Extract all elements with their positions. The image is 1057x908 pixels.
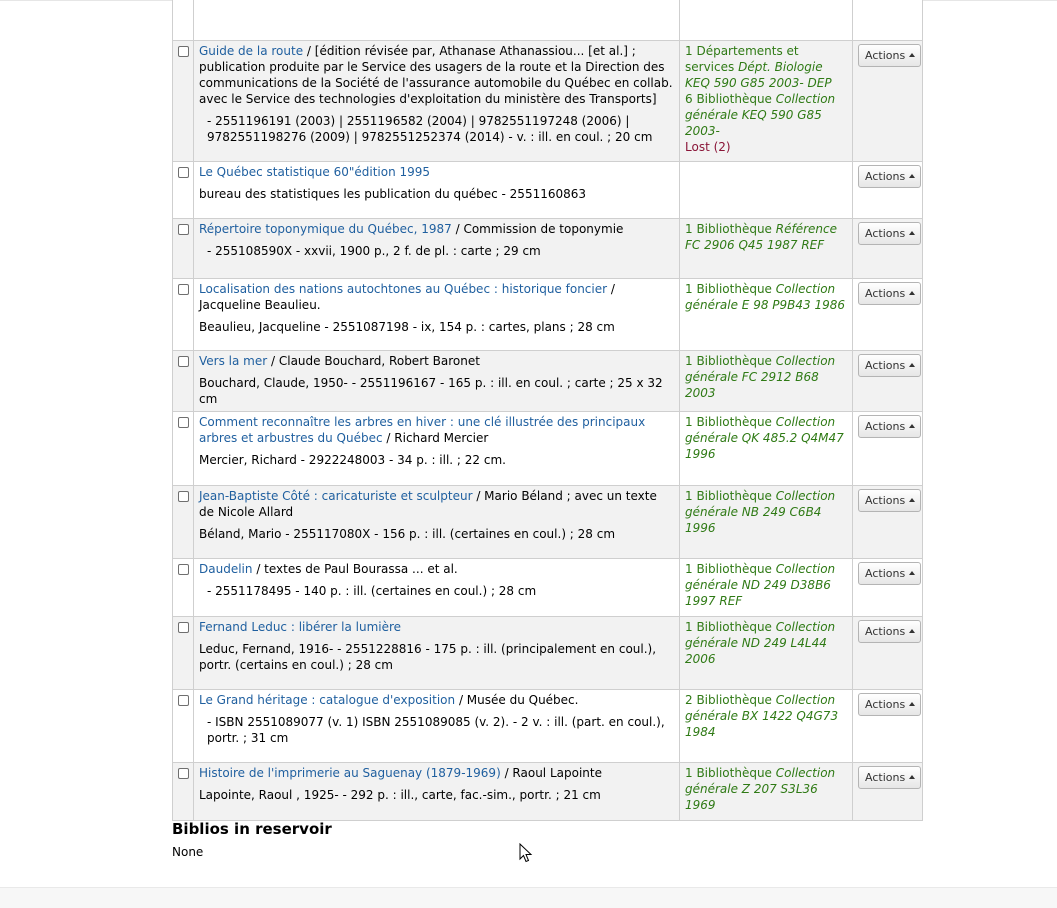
biblio-cell	[194, 41, 680, 162]
availability-count: 1 Bibliothèque	[685, 766, 772, 780]
availability-location: Collection générale ND 249 D38B6 1997 REF	[685, 562, 836, 608]
responsibility-text: / [édition révisée par, Athanase Athanassiou... [et al.] ; publication produite par le Service des usagers de la route et la Direction des communications de la Société de l'assurance automobile du Québec en collab. avec le Service des technologies d'exploitation du ministère des Transports]	[199, 44, 673, 106]
actions-cell	[853, 763, 923, 821]
actions-cell	[853, 486, 923, 559]
actions-label: Actions	[865, 420, 906, 433]
title-line	[199, 353, 674, 369]
details-text: Bouchard, Claude, 1950- - 2551196167 - 165 p. : ill. en coul. ; carte ; 25 x 32 cm	[199, 376, 663, 406]
reservoir-body: None	[172, 845, 204, 859]
actions-cell	[853, 162, 923, 219]
title-line	[199, 692, 674, 708]
select-checkbox[interactable]	[178, 564, 189, 575]
availability-location: Collection générale FC 2912 B68 2003	[685, 354, 836, 400]
availability-item	[685, 488, 847, 536]
actions-label: Actions	[865, 49, 906, 62]
page-footer	[0, 887, 1057, 908]
table-row	[173, 690, 923, 763]
details-text: - ISBN 2551089077 (v. 1) ISBN 2551089085 (v. 2). - 2 v. : ill. (part. en coul.), portr. ; 31 cm	[207, 715, 665, 745]
biblio-cell	[194, 559, 680, 617]
table-row	[173, 162, 923, 219]
actions-button[interactable]	[858, 562, 921, 585]
title-line	[199, 221, 674, 237]
actions-button[interactable]	[858, 222, 921, 245]
select-checkbox[interactable]	[178, 417, 189, 428]
actions-cell	[853, 351, 923, 412]
availability-cell	[680, 351, 853, 412]
select-checkbox[interactable]	[178, 284, 189, 295]
title-link[interactable]: Répertoire toponymique du Québec, 1987	[199, 222, 452, 236]
availability-cell	[680, 559, 853, 617]
availability-item	[685, 561, 847, 609]
responsibility-text: / Commission de toponymie	[455, 222, 624, 236]
availability-location: Collection générale QK 485.2 Q4M47 1996	[685, 415, 844, 461]
details-text: Mercier, Richard - 2922248003 - 34 p. : ill. ; 22 cm.	[199, 453, 506, 467]
actions-label: Actions	[865, 698, 906, 711]
biblio-cell	[194, 486, 680, 559]
title-line	[199, 43, 674, 107]
actions-label: Actions	[865, 227, 906, 240]
select-cell	[173, 162, 194, 219]
responsibility-text: / Jacqueline Beaulieu.	[199, 282, 615, 312]
actions-label: Actions	[865, 287, 906, 300]
availability-count: 1 Bibliothèque	[685, 489, 772, 503]
title-link[interactable]: Localisation des nations autochtones au Québec : historique foncier	[199, 282, 608, 296]
actions-button[interactable]	[858, 693, 921, 716]
biblio-cell	[194, 162, 680, 219]
availability-count: 6 Bibliothèque	[685, 92, 772, 106]
availability-count: 1 Bibliothèque	[685, 562, 772, 576]
biblio-cell	[194, 412, 680, 486]
availability-cell	[680, 279, 853, 351]
actions-cell	[853, 0, 923, 41]
select-checkbox[interactable]	[178, 695, 189, 706]
actions-cell	[853, 412, 923, 486]
caret-up-icon	[909, 174, 915, 178]
select-cell	[173, 763, 194, 821]
availability-item	[685, 281, 847, 313]
caret-up-icon	[909, 231, 915, 235]
biblio-cell	[194, 219, 680, 279]
availability-item	[685, 221, 847, 253]
title-line	[199, 765, 674, 781]
biblio-cell	[194, 279, 680, 351]
actions-cell	[853, 690, 923, 763]
details-text: - 255108590X - xxvii, 1900 p., 2 f. de pl. : carte ; 29 cm	[207, 244, 541, 258]
lost-status: Lost (2)	[685, 140, 731, 154]
availability-count: 1 Bibliothèque	[685, 415, 772, 429]
availability-count: 1 Bibliothèque	[685, 354, 772, 368]
actions-label: Actions	[865, 567, 906, 580]
results-table	[172, 0, 923, 821]
availability-cell	[680, 412, 853, 486]
availability-count: 1 Départements et services	[685, 44, 799, 74]
actions-button[interactable]	[858, 44, 921, 67]
title-line	[199, 619, 674, 635]
title-link[interactable]: Fernand Leduc : libérer la lumière	[199, 620, 402, 634]
availability-item	[685, 692, 847, 740]
caret-up-icon	[909, 702, 915, 706]
responsibility-text: / Richard Mercier	[386, 431, 489, 445]
actions-cell	[853, 41, 923, 162]
select-cell	[173, 279, 194, 351]
availability-cell	[680, 486, 853, 559]
title-line	[199, 164, 674, 180]
availability-location: Dépt. Biologie KEQ 590 G85 2003- DEP	[685, 60, 832, 90]
availability-count: 1 Bibliothèque	[685, 222, 772, 236]
responsibility-text: / Raoul Lapointe	[504, 766, 602, 780]
availability-location: Collection générale NB 249 C6B4 1996	[685, 489, 836, 535]
biblio-cell	[194, 617, 680, 690]
caret-up-icon	[909, 53, 915, 57]
availability-item	[685, 619, 847, 667]
actions-button[interactable]	[858, 354, 921, 377]
actions-label: Actions	[865, 494, 906, 507]
availability-item	[685, 765, 847, 813]
availability-item	[685, 43, 847, 91]
actions-button[interactable]	[858, 165, 921, 188]
actions-label: Actions	[865, 625, 906, 638]
select-checkbox[interactable]	[178, 167, 189, 178]
caret-up-icon	[909, 775, 915, 779]
actions-label: Actions	[865, 170, 906, 183]
table-row	[173, 279, 923, 351]
details-text: Leduc, Fernand, 1916- - 2551228816 - 175 p. : ill. (principalement en coul.), portr. (certains en coul.) ; 28 cm	[199, 642, 657, 672]
details-text: bureau des statistiques les publication du québec - 2551160863	[199, 187, 587, 201]
biblio-cell	[194, 0, 680, 41]
responsibility-text: / Claude Bouchard, Robert Baronet	[271, 354, 480, 368]
select-cell	[173, 41, 194, 162]
actions-button[interactable]	[858, 282, 921, 305]
table-row	[173, 0, 923, 41]
details-text: - 2551178495 - 140 p. : ill. (certaines en coul.) ; 28 cm	[207, 584, 537, 598]
actions-label: Actions	[865, 359, 906, 372]
caret-up-icon	[909, 291, 915, 295]
select-cell	[173, 617, 194, 690]
mouse-cursor-icon	[519, 843, 533, 863]
title-link[interactable]: Guide de la route	[199, 44, 304, 58]
select-cell	[173, 412, 194, 486]
select-checkbox[interactable]	[178, 224, 189, 235]
actions-button[interactable]	[858, 489, 921, 512]
availability-item	[685, 414, 847, 462]
actions-button[interactable]	[858, 415, 921, 438]
biblio-cell	[194, 763, 680, 821]
actions-cell	[853, 279, 923, 351]
title-link[interactable]: Daudelin	[199, 562, 253, 576]
availability-count: 1 Bibliothèque	[685, 282, 772, 296]
actions-cell	[853, 219, 923, 279]
biblio-cell	[194, 351, 680, 412]
select-checkbox[interactable]	[178, 768, 189, 779]
availability-cell	[680, 0, 853, 41]
title-link[interactable]: Le Grand héritage : catalogue d'exposition	[199, 693, 456, 707]
title-line	[199, 414, 674, 446]
availability-cell	[680, 617, 853, 690]
table-row	[173, 559, 923, 617]
select-checkbox[interactable]	[178, 622, 189, 633]
responsibility-text: / Musée du Québec.	[458, 693, 579, 707]
availability-location: Collection générale Z 207 S3L36 1969	[685, 766, 836, 812]
caret-up-icon	[909, 629, 915, 633]
availability-cell	[680, 162, 853, 219]
availability-count: 2 Bibliothèque	[685, 693, 772, 707]
table-row	[173, 617, 923, 690]
reservoir-heading: Biblios in reservoir	[172, 820, 332, 838]
availability-cell	[680, 41, 853, 162]
availability-location: Collection générale ND 249 L4L44 2006	[685, 620, 836, 666]
table-row	[173, 412, 923, 486]
caret-up-icon	[909, 498, 915, 502]
title-link[interactable]: Comment reconnaître les arbres en hiver : une clé illustrée des principaux arbres et arbustres du Québec	[199, 415, 646, 445]
select-cell	[173, 219, 194, 279]
biblio-cell	[194, 690, 680, 763]
title-line	[199, 561, 674, 577]
caret-up-icon	[909, 424, 915, 428]
table-row	[173, 219, 923, 279]
availability-location: Collection générale BX 1422 Q4G73 1984	[685, 693, 839, 739]
table-row	[173, 486, 923, 559]
title-line	[199, 281, 674, 313]
actions-button[interactable]	[858, 766, 921, 789]
table-row	[173, 41, 923, 162]
caret-up-icon	[909, 363, 915, 367]
details-text: Béland, Mario - 255117080X - 156 p. : ill. (certaines en coul.) ; 28 cm	[199, 527, 616, 541]
select-checkbox[interactable]	[178, 46, 189, 57]
actions-button[interactable]	[858, 620, 921, 643]
select-cell	[173, 351, 194, 412]
actions-label: Actions	[865, 771, 906, 784]
responsibility-text: / textes de Paul Bourassa ... et al.	[256, 562, 458, 576]
availability-cell	[680, 763, 853, 821]
select-cell	[173, 559, 194, 617]
table-row	[173, 763, 923, 821]
select-cell	[173, 486, 194, 559]
availability-item	[685, 91, 847, 139]
details-text: - 2551196191 (2003) | 2551196582 (2004) | 9782551197248 (2006) | 9782551198276 (2009) | 9782551252374 (2014) - v. : ill. en coul. ; 20 cm	[207, 114, 653, 144]
select-checkbox[interactable]	[178, 356, 189, 367]
title-link[interactable]: Vers la mer	[199, 354, 268, 368]
title-line	[199, 488, 674, 520]
availability-location: Collection générale E 98 P9B43 1986	[685, 282, 846, 312]
availability-cell	[680, 219, 853, 279]
title-link[interactable]: Histoire de l'imprimerie au Saguenay (1879-1969)	[199, 766, 501, 780]
select-checkbox[interactable]	[178, 491, 189, 502]
availability-location: Collection générale KEQ 590 G85 2003-	[685, 92, 836, 138]
select-cell	[173, 0, 194, 41]
actions-cell	[853, 559, 923, 617]
title-link[interactable]: Jean-Baptiste Côté : caricaturiste et sculpteur	[199, 489, 473, 503]
actions-cell	[853, 617, 923, 690]
availability-count: 1 Bibliothèque	[685, 620, 772, 634]
availability-item	[685, 353, 847, 401]
details-text: Lapointe, Raoul , 1925- - 292 p. : ill., carte, fac.-sim., portr. ; 21 cm	[199, 788, 601, 802]
title-link[interactable]: Le Québec statistique 60"édition 1995	[199, 165, 431, 179]
availability-location: Référence FC 2906 Q45 1987 REF	[685, 222, 838, 252]
caret-up-icon	[909, 571, 915, 575]
table-row	[173, 351, 923, 412]
select-cell	[173, 690, 194, 763]
availability-cell	[680, 690, 853, 763]
responsibility-text: / Mario Béland ; avec un texte de Nicole Allard	[199, 489, 657, 519]
details-text: Beaulieu, Jacqueline - 2551087198 - ix, 154 p. : cartes, plans ; 28 cm	[199, 320, 615, 334]
